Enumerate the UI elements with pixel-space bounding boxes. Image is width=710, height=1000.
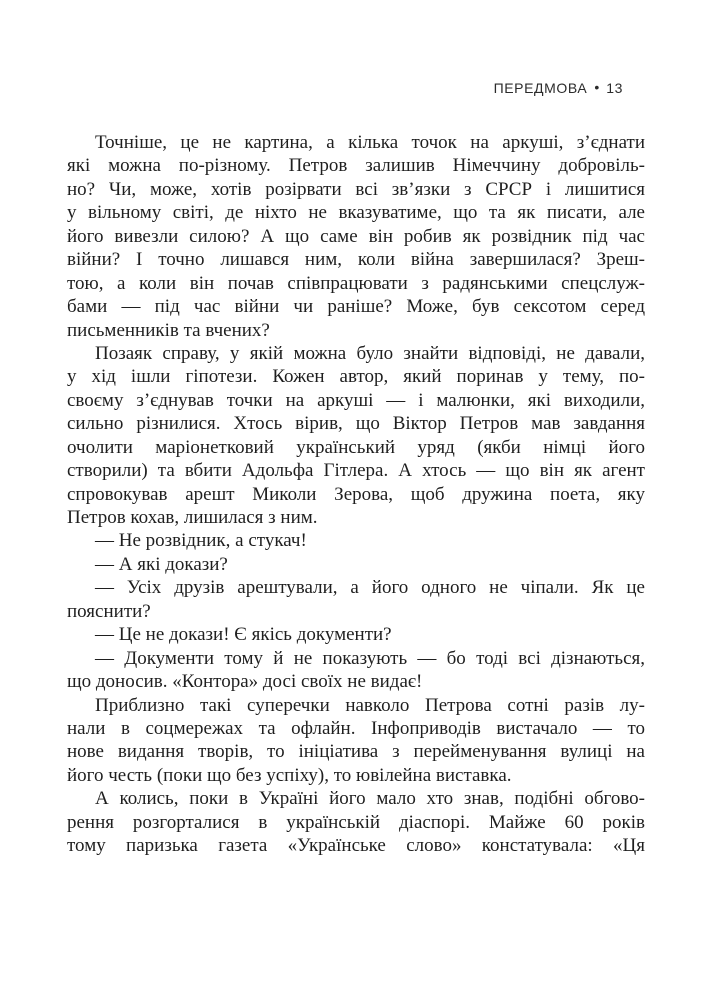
text-line: тому паризька газета «Українське слово» констатувала: «Ця [67, 835, 645, 857]
running-head [67, 80, 623, 97]
text-line: сильно різнилися. Хтось вірив, що Віктор Петров мав завдання [67, 413, 645, 435]
header-separator-dot: • [594, 79, 600, 95]
text-line: бами — під час війни чи раніше? Може, був сексотом серед [67, 296, 645, 318]
text-line: спровокував арешт Миколи Зерова, щоб дружина поета, яку [67, 483, 645, 505]
text-line: Приблизно такі суперечки навколо Петрова сотні разів лу- [95, 694, 645, 716]
text-line: Петров кохав, лишилася з ним. [67, 507, 318, 528]
text-line: Точніше, це не картина, а кілька точок на аркуші, з’єднати [95, 132, 645, 153]
text-line: які можна по-різному. Петров залишив Німеччину добровіль- [67, 155, 645, 177]
body-text [67, 131, 645, 858]
text-line: А колись, поки в Україні його мало хто знав, подібні обгово- [95, 788, 645, 810]
text-line: війни? І точно лишався ним, коли війна завершилася? Зреш- [67, 249, 645, 271]
text-line: нове видання творів, то ініціатива з перейменування вулиці на [67, 741, 645, 763]
text-line: Позаяк справу, у якій можна було знайти відповіді, не давали, [95, 342, 645, 364]
text-line: но? Чи, може, хотів розірвати всі зв’язки з СРСР і лишитися [67, 178, 645, 200]
text-line: створили) та вбити Адольфа Гітлера. А хтось — що він як агент [67, 460, 645, 482]
text-line: своєму з’єднував точки на аркуші — і малюнки, які виходили, [67, 389, 645, 411]
text-line: рення розгорталися в українській діаспорі. Майже 60 років [67, 811, 645, 833]
text-line: у вільному світі, де ніхто не вказуватиме, що та як писати, але [67, 202, 645, 224]
text-line: — Не розвідник, а стукач! [95, 530, 307, 552]
text-line: очолити маріонетковий український уряд (якби німці його [67, 436, 645, 458]
text-line: письменників та вчених? [67, 319, 270, 341]
text-line: — Документи тому й не показують — бо тоді всі дізнаються, [95, 647, 645, 669]
text-line: пояснити? [67, 600, 151, 622]
text-line: тою, а коли він почав співпрацювати з радянськими спецслуж- [67, 272, 645, 294]
page-number: 13 [606, 80, 623, 96]
text-line: нали в соцмережах та офлайн. Інфоприводів вистачало — то [67, 717, 645, 739]
text-line: — Усіх друзів арештували, а його одного не чіпали. Як це [95, 577, 645, 599]
text-line: його вивезли силою? А що саме він робив як розвідник під час [67, 225, 645, 247]
text-line: що доносив. «Контора» досі своїх не видає! [67, 671, 423, 693]
text-line: у хід ішли гіпотези. Кожен автор, який поринав у тему, по- [67, 366, 645, 388]
text-line: — А які докази? [95, 553, 228, 575]
text-line: його честь (поки що без успіху), то ювілейна виставка. [67, 764, 512, 786]
text-line: — Це не докази! Є якісь документи? [95, 624, 392, 646]
chapter-title: ПЕРЕДМОВА [493, 80, 588, 96]
